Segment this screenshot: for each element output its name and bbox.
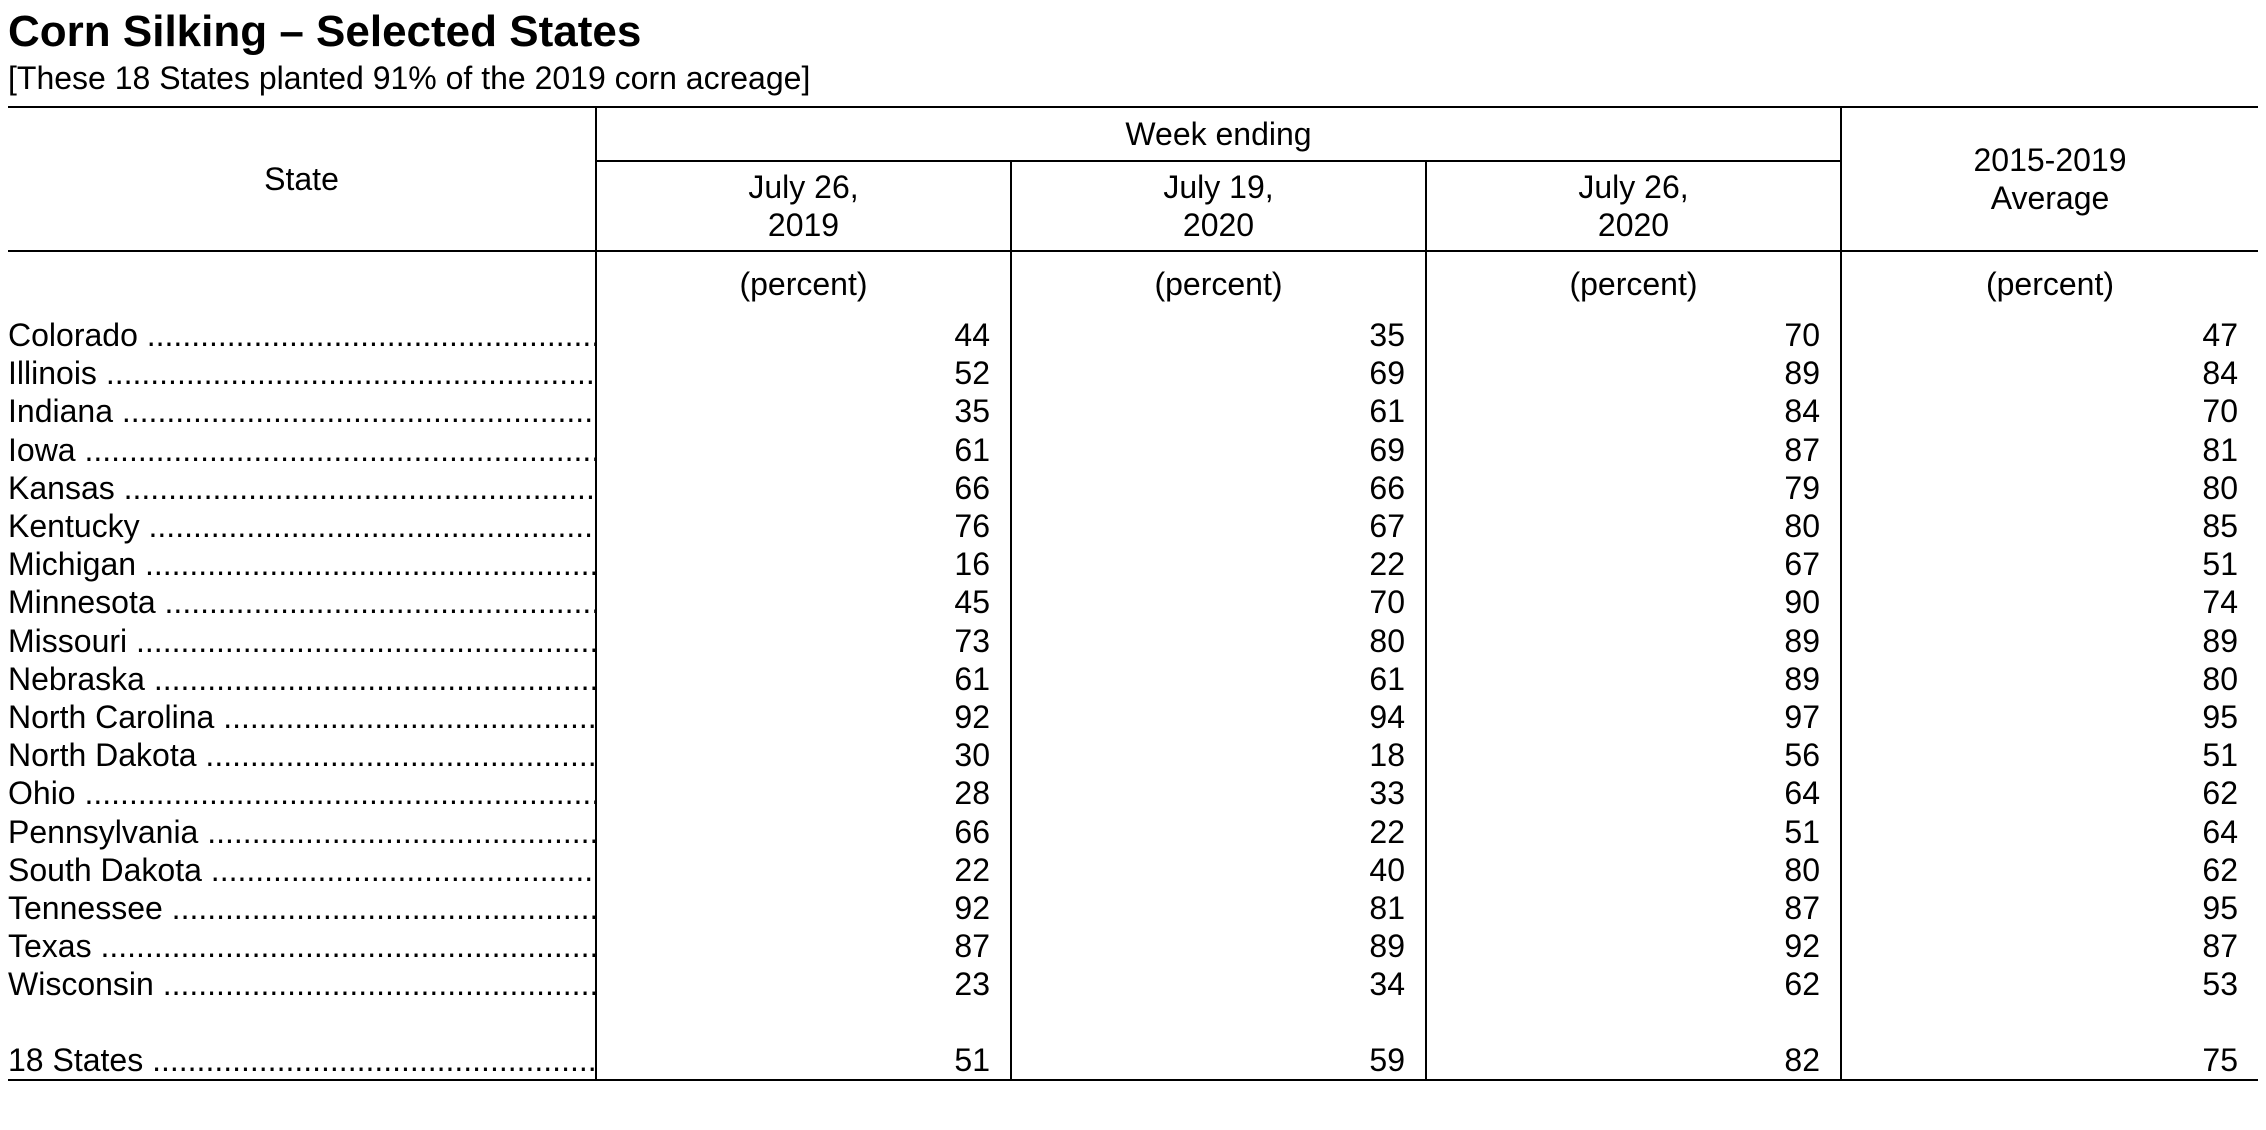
average-column-header bbox=[1841, 107, 2258, 251]
state-name: Minnesota ..... bbox=[8, 583, 595, 621]
percent-value: 61 bbox=[596, 660, 1011, 698]
state-name: Pennsylvania ..... bbox=[8, 813, 595, 851]
table-row bbox=[8, 316, 2258, 354]
state-name: Iowa ..... bbox=[8, 431, 595, 469]
table-row bbox=[8, 698, 2258, 736]
state-name: 18 States ..... bbox=[8, 1041, 595, 1079]
percent-value: 92 bbox=[1426, 927, 1841, 965]
unit-label: (percent) bbox=[1426, 251, 1841, 316]
date-column-header bbox=[1011, 161, 1426, 251]
percent-value: 95 bbox=[2202, 889, 2238, 926]
page-subtitle: [These 18 States planted 91% of the 2019 corn acreage] bbox=[8, 60, 811, 96]
date-column-header bbox=[1426, 161, 1841, 251]
table-row bbox=[8, 927, 2258, 965]
percent-value: 70 bbox=[1426, 316, 1841, 354]
state-name: Texas ..... bbox=[8, 927, 595, 965]
table-row bbox=[8, 851, 2258, 889]
spacer-cell bbox=[1841, 1003, 2258, 1041]
table-row bbox=[8, 431, 2258, 469]
percent-value: 90 bbox=[1426, 583, 1841, 621]
state-name-cell bbox=[8, 545, 596, 583]
unit-label: (percent) bbox=[596, 251, 1011, 316]
table-row bbox=[8, 736, 2258, 774]
percent-value: 51 bbox=[596, 1041, 1011, 1080]
percent-value: 70 bbox=[2202, 393, 2238, 430]
percent-value: 85 bbox=[2202, 508, 2238, 545]
unit-label: (percent) bbox=[1985, 266, 2115, 302]
percent-value: 94 bbox=[1011, 698, 1426, 736]
state-name-cell bbox=[8, 354, 596, 392]
date-header-line1: July 26, bbox=[748, 169, 859, 205]
percent-value: 73 bbox=[596, 622, 1011, 660]
table-row bbox=[8, 583, 2258, 621]
percent-value: 52 bbox=[596, 354, 1011, 392]
date-header-line1: July 19, bbox=[1163, 169, 1274, 205]
percent-value: 87 bbox=[2202, 928, 2238, 965]
unit-label: (percent) bbox=[1011, 251, 1426, 316]
spacer-cell bbox=[1426, 1003, 1841, 1041]
state-name-cell bbox=[8, 851, 596, 889]
percent-value: 89 bbox=[2202, 622, 2238, 659]
state-name: Michigan ..... bbox=[8, 545, 595, 583]
average-header-line1: 2015-2019 bbox=[1973, 142, 2127, 178]
percent-value: 45 bbox=[596, 583, 1011, 621]
percent-value: 64 bbox=[1426, 774, 1841, 812]
state-name: Tennessee ..... bbox=[8, 889, 595, 927]
percent-value: 67 bbox=[1426, 545, 1841, 583]
state-name: Kentucky ..... bbox=[8, 507, 595, 545]
percent-value: 80 bbox=[2202, 660, 2238, 697]
percent-value: 76 bbox=[596, 507, 1011, 545]
state-name: North Dakota ..... bbox=[8, 736, 595, 774]
percent-value: 69 bbox=[1011, 354, 1426, 392]
percent-value: 23 bbox=[596, 965, 1011, 1003]
page-title: Corn Silking – Selected States bbox=[8, 7, 642, 56]
percent-value: 69 bbox=[1011, 431, 1426, 469]
percent-value: 22 bbox=[596, 851, 1011, 889]
percent-value: 59 bbox=[1011, 1041, 1426, 1080]
state-name: Ohio ..... bbox=[8, 774, 595, 812]
spacer-cell bbox=[596, 1003, 1011, 1041]
percent-value: 51 bbox=[2202, 737, 2238, 774]
total-row bbox=[8, 1041, 2258, 1080]
table-row bbox=[8, 392, 2258, 430]
percent-value: 80 bbox=[1426, 507, 1841, 545]
state-name-cell bbox=[8, 583, 596, 621]
state-name-cell bbox=[8, 736, 596, 774]
average-header-line2: Average bbox=[1990, 180, 2110, 216]
percent-value: 80 bbox=[1011, 622, 1426, 660]
percent-value: 92 bbox=[596, 889, 1011, 927]
percent-value: 79 bbox=[1426, 469, 1841, 507]
percent-value: 61 bbox=[1011, 392, 1426, 430]
spacer-cell bbox=[1011, 1003, 1426, 1041]
state-name-cell bbox=[8, 698, 596, 736]
state-name-cell bbox=[8, 431, 596, 469]
table-row bbox=[8, 889, 2258, 927]
header-row-top bbox=[8, 107, 2258, 161]
spacer-row bbox=[8, 1003, 2258, 1041]
date-header-line2: 2020 bbox=[1597, 207, 1670, 243]
state-name: Wisconsin ..... bbox=[8, 965, 595, 1003]
state-name-cell bbox=[8, 660, 596, 698]
percent-value: 62 bbox=[2202, 851, 2238, 888]
percent-value: 40 bbox=[1011, 851, 1426, 889]
table-row bbox=[8, 469, 2258, 507]
percent-value: 61 bbox=[596, 431, 1011, 469]
percent-value: 70 bbox=[1011, 583, 1426, 621]
percent-value: 87 bbox=[596, 927, 1011, 965]
date-column-header bbox=[596, 161, 1011, 251]
percent-value: 84 bbox=[2202, 355, 2238, 392]
percent-value: 22 bbox=[1011, 812, 1426, 850]
state-name: North Carolina ..... bbox=[8, 698, 595, 736]
percent-value: 95 bbox=[2202, 698, 2238, 735]
state-name-cell bbox=[8, 1041, 596, 1080]
percent-value: 56 bbox=[1426, 736, 1841, 774]
percent-value: 51 bbox=[2202, 546, 2238, 583]
table-row bbox=[8, 354, 2258, 392]
unit-row bbox=[8, 251, 2258, 316]
percent-value: 66 bbox=[596, 469, 1011, 507]
percent-value: 74 bbox=[2202, 584, 2238, 621]
percent-value: 66 bbox=[1011, 469, 1426, 507]
state-name: Illinois ..... bbox=[8, 354, 595, 392]
percent-value: 64 bbox=[2202, 813, 2238, 850]
percent-value: 92 bbox=[596, 698, 1011, 736]
percent-value: 62 bbox=[1426, 965, 1841, 1003]
date-header-line2: 2020 bbox=[1182, 207, 1255, 243]
percent-value: 35 bbox=[596, 392, 1011, 430]
percent-value: 87 bbox=[1426, 889, 1841, 927]
state-name-cell bbox=[8, 774, 596, 812]
state-name: Kansas ..... bbox=[8, 469, 595, 507]
percent-value: 28 bbox=[596, 774, 1011, 812]
percent-value: 66 bbox=[596, 812, 1011, 850]
percent-value: 80 bbox=[1426, 851, 1841, 889]
corn-silking-table bbox=[8, 106, 2258, 1081]
table-row bbox=[8, 545, 2258, 583]
percent-value: 75 bbox=[1841, 1041, 2258, 1080]
percent-value: 67 bbox=[1011, 507, 1426, 545]
date-header-line1: July 26, bbox=[1578, 169, 1689, 205]
percent-value: 22 bbox=[1011, 545, 1426, 583]
percent-value: 61 bbox=[1011, 660, 1426, 698]
date-header-line2: 2019 bbox=[767, 207, 840, 243]
percent-value: 89 bbox=[1426, 660, 1841, 698]
state-column-header: State bbox=[8, 107, 596, 251]
table-row bbox=[8, 660, 2258, 698]
unit-blank-cell bbox=[8, 251, 596, 316]
percent-value: 16 bbox=[596, 545, 1011, 583]
percent-value: 47 bbox=[2202, 317, 2238, 354]
state-name-cell bbox=[8, 927, 596, 965]
table-row bbox=[8, 622, 2258, 660]
percent-value: 51 bbox=[1426, 812, 1841, 850]
state-name: Colorado ..... bbox=[8, 316, 595, 354]
state-name-cell bbox=[8, 965, 596, 1003]
percent-value: 89 bbox=[1011, 927, 1426, 965]
table-body bbox=[8, 251, 2258, 1080]
percent-value: 30 bbox=[596, 736, 1011, 774]
percent-value: 53 bbox=[2202, 966, 2238, 1003]
percent-value: 80 bbox=[2202, 469, 2238, 506]
state-name-cell bbox=[8, 812, 596, 850]
percent-value: 44 bbox=[596, 316, 1011, 354]
table-row bbox=[8, 812, 2258, 850]
percent-value: 33 bbox=[1011, 774, 1426, 812]
state-name: Missouri ..... bbox=[8, 622, 595, 660]
state-name-cell bbox=[8, 392, 596, 430]
spacer-cell bbox=[8, 1003, 596, 1041]
state-name-cell bbox=[8, 469, 596, 507]
percent-value: 87 bbox=[1426, 431, 1841, 469]
state-name-cell bbox=[8, 889, 596, 927]
state-name: Indiana ..... bbox=[8, 392, 595, 430]
percent-value: 82 bbox=[1426, 1041, 1841, 1080]
state-name-cell bbox=[8, 622, 596, 660]
state-name: South Dakota ..... bbox=[8, 851, 595, 889]
percent-value: 89 bbox=[1426, 622, 1841, 660]
percent-value: 97 bbox=[1426, 698, 1841, 736]
week-ending-header: Week ending bbox=[596, 107, 1841, 161]
table-row bbox=[8, 965, 2258, 1003]
percent-value: 34 bbox=[1011, 965, 1426, 1003]
percent-value: 89 bbox=[1426, 354, 1841, 392]
percent-value: 35 bbox=[1011, 316, 1426, 354]
table-row bbox=[8, 774, 2258, 812]
state-name-cell bbox=[8, 316, 596, 354]
state-name: Nebraska ..... bbox=[8, 660, 595, 698]
percent-value: 18 bbox=[1011, 736, 1426, 774]
percent-value: 84 bbox=[1426, 392, 1841, 430]
percent-value: 81 bbox=[2202, 431, 2238, 468]
table-row bbox=[8, 507, 2258, 545]
percent-value: 81 bbox=[1011, 889, 1426, 927]
percent-value: 62 bbox=[2202, 775, 2238, 812]
state-name-cell bbox=[8, 507, 596, 545]
